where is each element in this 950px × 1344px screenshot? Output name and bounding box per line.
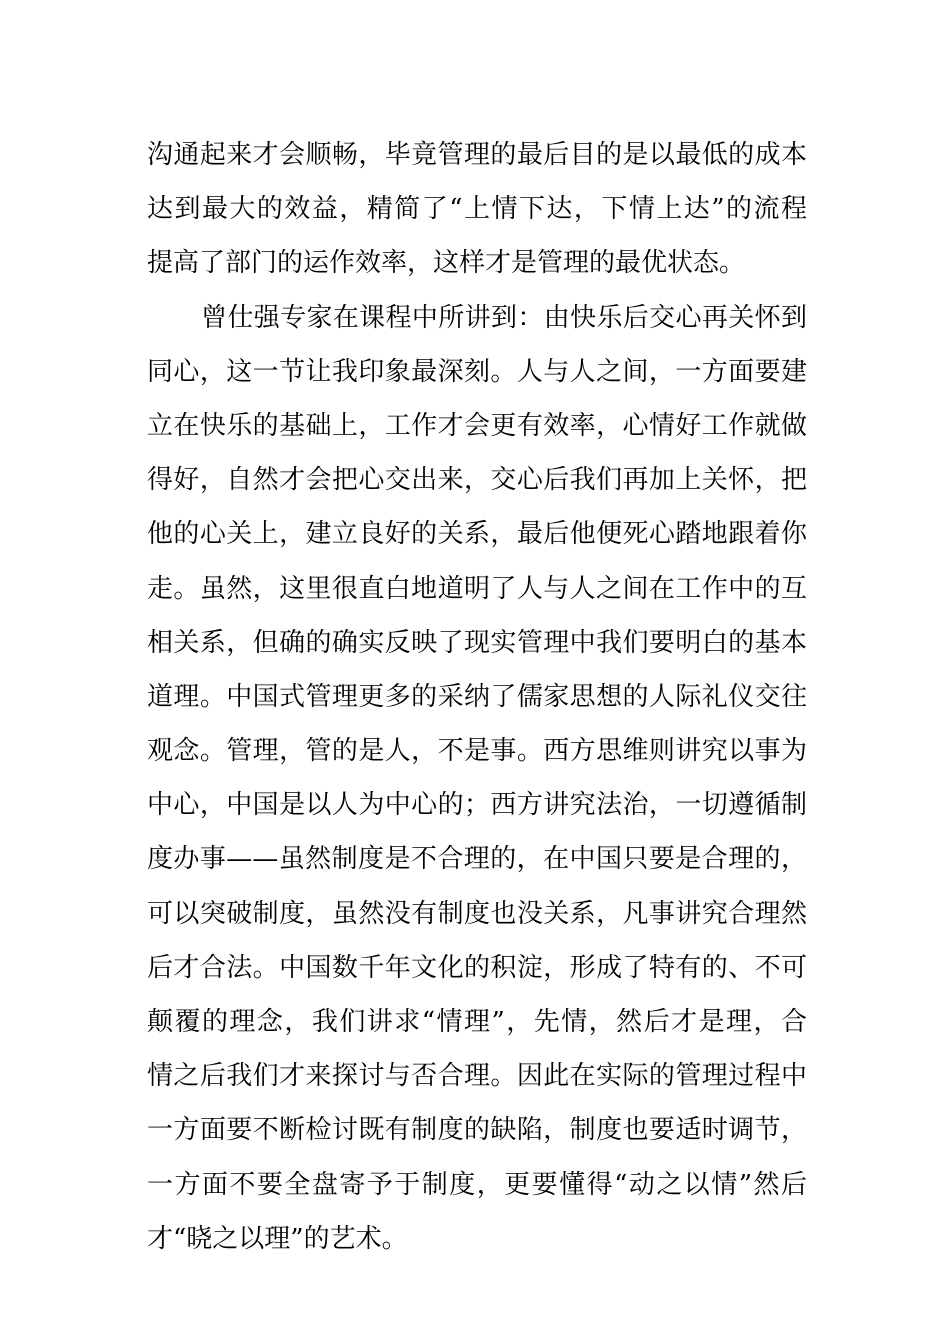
text-line: 观念。管理，管的是人，不是事。西方思维则讲究以事为 <box>147 736 807 767</box>
text-line: 同心，这一节让我印象最深刻。人与人之间，一方面要建 <box>147 356 807 387</box>
text-line: 度办事——虽然制度是不合理的，在中国只要是合理的， <box>147 844 807 875</box>
text-line: 得好，自然才会把心交出来，交心后我们再加上关怀，把 <box>147 465 807 496</box>
text-line: 一方面要不断检讨既有制度的缺陷，制度也要适时调节， <box>147 1115 807 1146</box>
text-line: 提高了部门的运作效率，这样才是管理的最优状态。 <box>147 248 746 279</box>
text-line: 他的心关上，建立良好的关系，最后他便死心踏地跟着你 <box>147 519 807 550</box>
text-line: 道理。中国式管理更多的采纳了儒家思想的人际礼仪交往 <box>147 681 807 712</box>
text-line: 走。虽然，这里很直白地道明了人与人之间在工作中的互 <box>147 573 807 604</box>
text-line: 沟通起来才会顺畅，毕竟管理的最后目的是以最低的成本 <box>147 140 807 170</box>
body-text <box>147 128 807 1266</box>
text-line: 情之后我们才来探讨与否合理。因此在实际的管理过程中 <box>147 1061 807 1092</box>
text-line: 颠覆的理念，我们讲求“情理”，先情，然后才是理，合 <box>147 1007 807 1037</box>
paragraph-first-line: 曾仕强专家在课程中所讲到：由快乐后交心再关怀到 <box>201 302 807 333</box>
text-line: 可以突破制度，虽然没有制度也没关系，凡事讲究合理然 <box>147 898 807 929</box>
text-line: 中心，中国是以人为中心的；西方讲究法治，一切遵循制 <box>147 790 807 821</box>
text-line: 立在快乐的基础上，工作才会更有效率，心情好工作就做 <box>147 410 807 441</box>
text-line: 后才合法。中国数千年文化的积淀，形成了特有的、不可 <box>147 952 807 983</box>
text-line: 一方面不要全盘寄予于制度，更要懂得“动之以情”然后 <box>147 1169 807 1200</box>
text-line: 才“晓之以理”的艺术。 <box>147 1223 408 1254</box>
text-line: 达到最大的效益，精简了“上情下达，下情上达”的流程 <box>147 194 807 225</box>
text-line: 相关系，但确的确实反映了现实管理中我们要明白的基本 <box>147 627 807 658</box>
